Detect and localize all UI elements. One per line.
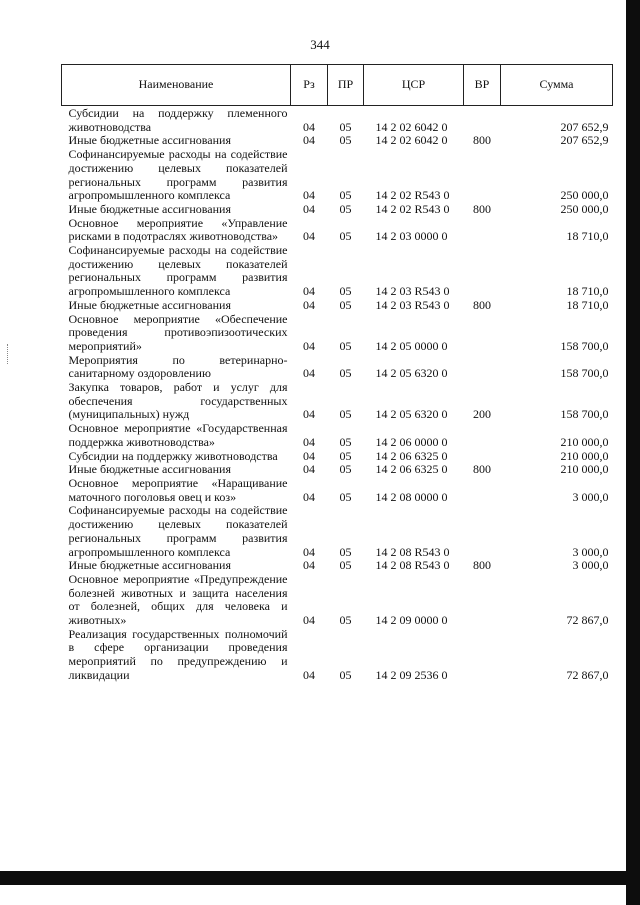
cell-pr: 05	[339, 188, 352, 203]
cell-pr: 05	[339, 462, 352, 477]
scan-edge-right	[626, 0, 640, 905]
cell-name: Основное мероприятие «Управление рисками в подотраслях животноводства»	[68, 215, 288, 244]
table-row	[62, 422, 613, 449]
cell-name: Субсидии на поддержку племенного животноводства	[68, 106, 288, 134]
header-sum: Сумма	[501, 65, 613, 106]
cell-vr	[464, 148, 501, 203]
cell-csr: 14 2 06 6325 0	[375, 448, 448, 463]
cell-sum: 72 867,0	[566, 667, 609, 682]
cell-pr: 05	[339, 229, 352, 244]
cell-pr: 05	[339, 407, 352, 422]
cell-sum: 3 000,0	[572, 558, 609, 573]
cell-vr	[464, 313, 501, 354]
cell-csr: 14 2 08 R543 0	[375, 544, 450, 559]
header-rz: Рз	[291, 65, 328, 106]
table-row	[62, 504, 613, 559]
cell-pr: 05	[339, 489, 352, 504]
cell-csr: 14 2 03 R543 0	[375, 284, 450, 299]
cell-name: Реализация государственных полномочий в сфере организации проведения мероприятий по предупреждению и ликвидации	[68, 626, 288, 682]
cell-name: Иные бюджетные ассигнования	[68, 462, 231, 477]
cell-csr: 14 2 08 R543 0	[375, 558, 450, 573]
cell-name: Софинансируемые расходы на содействие достижению целевых показателей региональных программ развития агропромышленного комплекса	[68, 147, 288, 203]
cell-rz: 04	[303, 366, 315, 381]
cell-csr: 14 2 03 0000 0	[375, 229, 448, 244]
cell-rz: 04	[303, 338, 315, 353]
cell-sum: 3 000,0	[572, 489, 609, 504]
header-pr: ПР	[328, 65, 364, 106]
cell-name: Иные бюджетные ассигнования	[68, 297, 231, 312]
cell-csr: 14 2 05 0000 0	[375, 338, 448, 353]
cell-name: Закупка товаров, работ и услуг для обеспечения государственных (муниципальных) нужд	[68, 380, 288, 422]
cell-rz: 04	[303, 284, 315, 299]
cell-csr: 14 2 05 6320 0	[375, 366, 448, 381]
cell-vr: 800	[473, 462, 491, 477]
table-row	[62, 354, 613, 381]
cell-pr: 05	[339, 544, 352, 559]
cell-csr: 14 2 03 R543 0	[375, 297, 450, 312]
cell-rz: 04	[303, 188, 315, 203]
header-csr: ЦСР	[364, 65, 464, 106]
cell-rz: 04	[303, 434, 315, 449]
table-row	[62, 381, 613, 422]
cell-vr	[464, 422, 501, 449]
cell-name: Софинансируемые расходы на содействие достижению целевых показателей региональных программ развития агропромышленного комплекса	[68, 503, 288, 559]
cell-csr: 14 2 09 2536 0	[375, 667, 448, 682]
cell-sum: 207 652,9	[560, 119, 609, 134]
cell-pr: 05	[339, 613, 352, 628]
table-row	[62, 559, 613, 573]
cell-vr	[464, 628, 501, 683]
table-row	[62, 217, 613, 244]
cell-vr	[464, 106, 501, 135]
table-row	[62, 477, 613, 504]
scan-artifact	[7, 344, 9, 364]
cell-rz: 04	[303, 558, 315, 573]
table-row	[62, 313, 613, 354]
cell-sum: 250 000,0	[560, 201, 609, 216]
cell-rz: 04	[303, 133, 315, 148]
cell-pr: 05	[339, 119, 352, 134]
cell-pr: 05	[339, 297, 352, 312]
table-row	[62, 628, 613, 683]
cell-sum: 158 700,0	[560, 366, 609, 381]
cell-csr: 14 2 06 0000 0	[375, 434, 448, 449]
cell-rz: 04	[303, 489, 315, 504]
table-row	[62, 203, 613, 217]
cell-csr: 14 2 06 6325 0	[375, 462, 448, 477]
cell-sum: 18 710,0	[566, 284, 609, 299]
table-row	[62, 106, 613, 135]
cell-name: Иные бюджетные ассигнования	[68, 201, 231, 216]
cell-sum: 210 000,0	[560, 448, 609, 463]
cell-sum: 18 710,0	[566, 229, 609, 244]
cell-pr: 05	[339, 133, 352, 148]
cell-csr: 14 2 02 6042 0	[375, 119, 448, 134]
cell-vr	[464, 504, 501, 559]
cell-vr	[464, 217, 501, 244]
cell-vr	[464, 244, 501, 299]
table-row	[62, 134, 613, 148]
cell-pr: 05	[339, 284, 352, 299]
cell-csr: 14 2 05 6320 0	[375, 407, 448, 422]
cell-vr	[464, 450, 501, 464]
cell-csr: 14 2 02 6042 0	[375, 133, 448, 148]
cell-rz: 04	[303, 448, 315, 463]
table-row	[62, 463, 613, 477]
header-name: Наименование	[62, 65, 291, 106]
page-number: 344	[310, 37, 330, 52]
cell-rz: 04	[303, 544, 315, 559]
table-row	[62, 450, 613, 464]
cell-rz: 04	[303, 229, 315, 244]
cell-rz: 04	[303, 667, 315, 682]
cell-name: Софинансируемые расходы на содействие достижению целевых показателей региональных программ развития агропромышленного комплекса	[68, 243, 288, 299]
cell-rz: 04	[303, 462, 315, 477]
cell-sum: 210 000,0	[560, 434, 609, 449]
header-vr: ВР	[464, 65, 501, 106]
cell-name: Основное мероприятие «Предупреждение болезней животных и защита населения от болезней, общих для человека и животных»	[68, 571, 288, 628]
cell-sum: 207 652,9	[560, 133, 609, 148]
cell-vr: 800	[473, 297, 491, 312]
cell-name: Иные бюджетные ассигнования	[68, 558, 231, 573]
cell-pr: 05	[339, 558, 352, 573]
cell-rz: 04	[303, 119, 315, 134]
cell-name: Иные бюджетные ассигнования	[68, 133, 231, 148]
cell-csr: 14 2 08 0000 0	[375, 489, 448, 504]
cell-sum: 210 000,0	[560, 462, 609, 477]
cell-vr: 800	[473, 201, 491, 216]
cell-vr: 800	[473, 133, 491, 148]
cell-rz: 04	[303, 613, 315, 628]
cell-pr: 05	[339, 366, 352, 381]
cell-vr	[464, 477, 501, 504]
cell-pr: 05	[339, 667, 352, 682]
scan-edge-bottom	[0, 871, 640, 885]
cell-vr: 200	[473, 407, 491, 422]
cell-sum: 158 700,0	[560, 407, 609, 422]
budget-table	[61, 64, 613, 683]
table-row	[62, 244, 613, 299]
cell-rz: 04	[303, 297, 315, 312]
table-body	[62, 106, 613, 683]
cell-csr: 14 2 02 R543 0	[375, 188, 450, 203]
cell-name: Основное мероприятие «Наращивание маточного поголовья овец и коз»	[68, 475, 288, 504]
table-row	[62, 148, 613, 203]
cell-pr: 05	[339, 448, 352, 463]
cell-csr: 14 2 02 R543 0	[375, 201, 450, 216]
cell-name: Субсидии на поддержку животноводства	[68, 448, 278, 463]
cell-sum: 72 867,0	[566, 613, 609, 628]
cell-csr: 14 2 09 0000 0	[375, 613, 448, 628]
table-row	[62, 573, 613, 628]
cell-vr	[464, 573, 501, 628]
cell-pr: 05	[339, 201, 352, 216]
cell-vr: 800	[473, 558, 491, 573]
cell-sum: 3 000,0	[572, 544, 609, 559]
cell-rz: 04	[303, 201, 315, 216]
cell-rz: 04	[303, 407, 315, 422]
table-row	[62, 299, 613, 313]
cell-vr	[464, 354, 501, 381]
cell-sum: 158 700,0	[560, 338, 609, 353]
cell-pr: 05	[339, 338, 352, 353]
table-header-row	[62, 65, 613, 106]
cell-sum: 18 710,0	[566, 297, 609, 312]
cell-name: Основное мероприятие «Обеспечение проведения противоэпизоотических мероприятий»	[68, 311, 288, 353]
cell-pr: 05	[339, 434, 352, 449]
cell-name: Мероприятия по ветеринарно-санитарному оздоровлению	[68, 352, 288, 381]
cell-sum: 250 000,0	[560, 188, 609, 203]
cell-name: Основное мероприятие «Государственная поддержка животноводства»	[68, 421, 288, 449]
